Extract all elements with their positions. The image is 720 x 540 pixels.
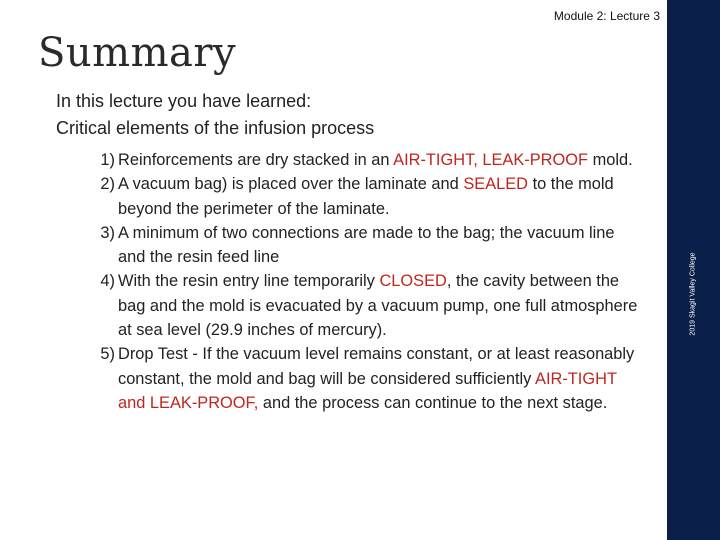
intro-line: In this lecture you have learned: [56, 91, 312, 111]
list-item [52, 148, 642, 172]
item-number: 3) [100, 223, 115, 242]
intro-subheading: Critical elements of the infusion process [56, 118, 375, 138]
highlight-text: AIR-TIGHT, LEAK-PROOF [393, 151, 589, 169]
summary-list [52, 148, 642, 415]
item-text: A vacuum bag) is placed over the laminate and SEALED to the mold beyond the perimeter of the laminate. [118, 175, 614, 218]
list-item [52, 342, 642, 415]
highlight-text: CLOSED [379, 272, 447, 291]
list-item [52, 221, 642, 270]
item-number: 4) [100, 272, 115, 291]
list-item [52, 172, 642, 221]
item-number: 2) [100, 175, 115, 194]
item-text: Drop Test - If the vacuum level remains constant, or at least reasonably constant, the mold and bag will be considered sufficiently AIR-TIGHT and LEAK-PROOF, and the process can continue to the next stage. [118, 345, 635, 412]
item-number: 5) [100, 345, 115, 364]
slide-title: Summary [38, 30, 237, 76]
highlight-text: SEALED [463, 175, 529, 194]
sidebar-footer-text: 2019 Skagit Valley College [689, 252, 697, 336]
item-number: 1) [100, 151, 115, 169]
list-item [52, 269, 642, 342]
item-text: A minimum of two connections are made to the bag; the vacuum line and the resin feed line [118, 223, 615, 267]
item-text: Reinforcements are dry stacked in an AIR-TIGHT, LEAK-PROOF mold. [118, 151, 633, 169]
item-text: With the resin entry line temporarily CLOSED, the cavity between the bag and the mold is evacuated by a vacuum pump, one full atmosphere at sea level (29.9 inches of mercury). [118, 272, 638, 340]
highlight-text: AIR-TIGHT and LEAK-PROOF, [118, 369, 617, 412]
intro-block [56, 88, 374, 142]
module-label: Module 2: Lecture 3 [553, 9, 660, 23]
